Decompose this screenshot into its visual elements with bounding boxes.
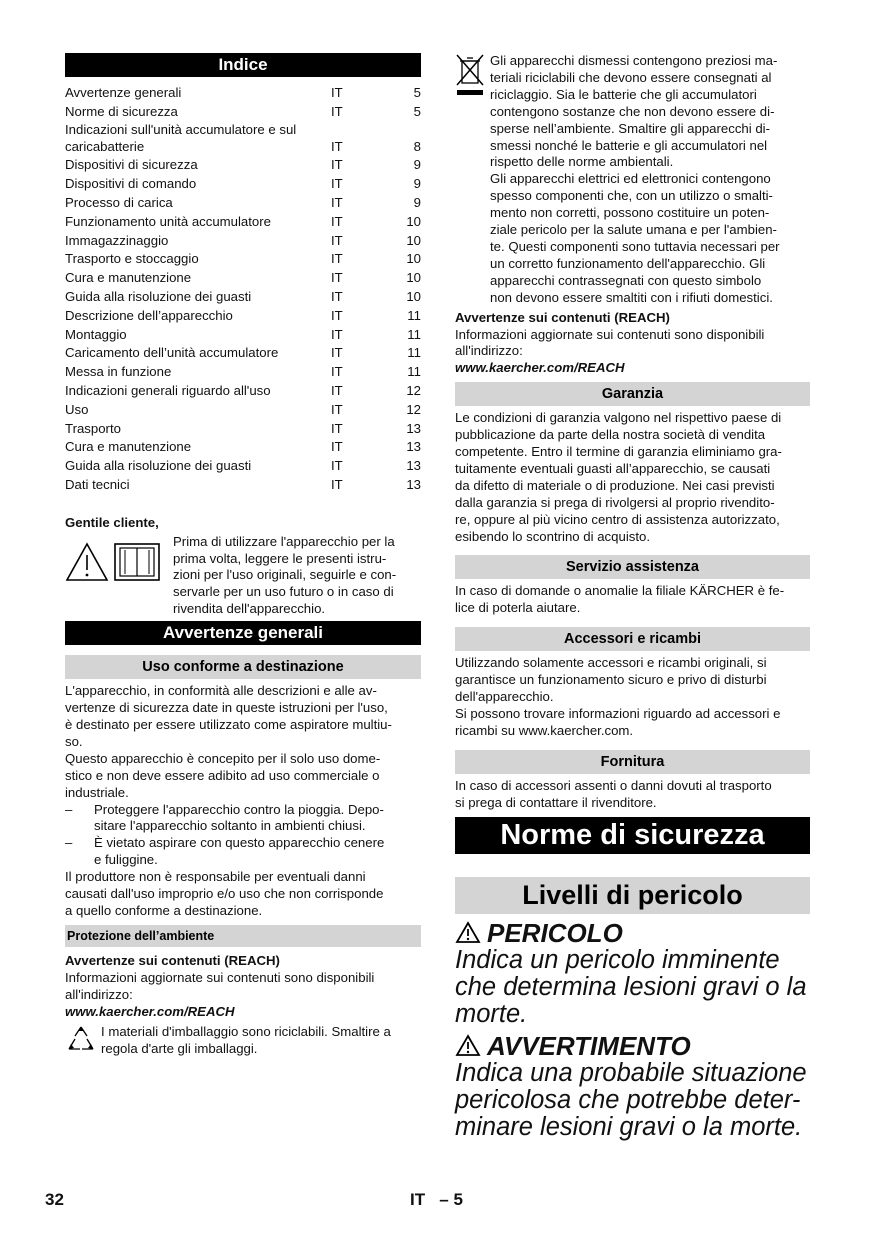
- warning-triangle-icon: [455, 1034, 481, 1058]
- toc-row: [65, 156, 421, 175]
- toc-lang: IT: [331, 326, 343, 342]
- toc-title: Uso: [65, 401, 89, 417]
- text-line: tuitamente eventuali guasti all’apparecchio, se causati: [455, 460, 771, 476]
- greeting-line: Prima di utilizzare l'apparecchio per la: [173, 533, 395, 549]
- toc-page: 9: [413, 194, 421, 210]
- toc-title: Trasporto: [65, 420, 121, 436]
- toc-lang: IT: [331, 270, 343, 286]
- text-line: dalla garanzia si prega di rivolgersi al proprio rivendito-: [455, 494, 775, 510]
- text-line: e fuliggine.: [94, 852, 158, 868]
- text-line: Gli apparecchi dismessi contengono preziosi ma-: [490, 53, 778, 68]
- manual-icons: [65, 534, 173, 619]
- toc-page: 9: [413, 176, 421, 192]
- text-line: industriale.: [65, 784, 129, 800]
- greeting-line: prima volta, leggere le presenti istru-: [173, 550, 387, 566]
- text-line: a quello conforme a destinazione.: [65, 902, 263, 918]
- supply-title: Fornitura: [455, 750, 810, 774]
- text-line: smessi nonché le batterie e gli accumulatori nel: [490, 137, 768, 153]
- reach-url: www.kaercher.com/REACH: [65, 1003, 235, 1019]
- toc-lang: IT: [331, 176, 343, 192]
- danger-warning-icon: [455, 921, 481, 945]
- toc-row: [65, 363, 421, 382]
- reach-title: Avvertenze sui contenuti (REACH): [455, 309, 670, 325]
- text-line: minare lesioni gravi o la morte.: [455, 1112, 803, 1141]
- service-text: [455, 583, 810, 617]
- toc-page: 10: [406, 251, 421, 267]
- toc-lang: IT: [331, 103, 343, 119]
- environment-title: Protezione dell’ambiente: [65, 925, 421, 947]
- text-line: Informazioni aggiornate sui contenuti sono disponibili: [65, 969, 375, 985]
- text-line: so.: [65, 733, 83, 749]
- toc-title: Montaggio: [65, 326, 127, 342]
- toc-lang: IT: [331, 85, 343, 100]
- text-line: causati dall'uso improprio e/o uso che non corrisponde: [65, 886, 384, 902]
- greeting-block: [65, 534, 421, 619]
- list-item: [65, 835, 421, 869]
- toc-lang: IT: [331, 382, 343, 398]
- toc-row: [65, 84, 421, 103]
- greeting-line: rivendita dell'apparecchio.: [173, 601, 326, 617]
- text-line: pericolosa che potrebbe deter-: [455, 1085, 801, 1114]
- text-line: Informazioni aggiornate sui contenuti sono disponibili: [455, 326, 765, 342]
- supply-text: [455, 778, 810, 812]
- text-line: Si possono trovare informazioni riguardo ad accessori e: [455, 706, 781, 721]
- toc-row: [65, 288, 421, 307]
- text-line: sitare l'apparecchio soltanto in ambienti chiusi.: [94, 818, 366, 834]
- toc-lang: IT: [331, 345, 343, 361]
- intended-use-p1: [65, 683, 421, 751]
- toc-row: [65, 420, 421, 439]
- toc-page: 10: [406, 232, 421, 248]
- text-line: Indica un pericolo imminente: [455, 945, 780, 974]
- crossed-bin-icon: [455, 53, 490, 307]
- toc-lang: IT: [331, 157, 343, 173]
- toc-row: [65, 382, 421, 401]
- toc-page: 13: [406, 458, 421, 474]
- intended-use-title: Uso conforme a destinazione: [65, 655, 421, 679]
- toc-row: [65, 138, 421, 157]
- warning-read-manual-icon: [65, 540, 165, 586]
- toc-lang: IT: [331, 138, 343, 154]
- intended-use-p3: [65, 869, 421, 920]
- danger-levels-title: Livelli di pericolo: [455, 877, 810, 914]
- text-line: un corretto funzionamento dell'apparecchio. Gli: [490, 255, 766, 271]
- toc-lang: [331, 122, 391, 138]
- left-column: [65, 53, 421, 1059]
- toc-title: Indicazioni generali riguardo all'uso: [65, 382, 271, 398]
- accessories-text: [455, 655, 810, 740]
- toc-row: [65, 122, 421, 138]
- text-line: da difetto di materiale o di produzione. Nei casi previsti: [455, 477, 775, 493]
- text-line: te. Questi componenti sono tuttavia necessari per: [490, 238, 780, 254]
- toc-page: 10: [406, 213, 421, 229]
- text-line: morte.: [455, 999, 528, 1028]
- toc-row: [65, 438, 421, 457]
- toc-page: 12: [406, 382, 421, 398]
- text-line: Il produttore non è responsabile per eventuali danni: [65, 869, 366, 885]
- text-line: regola d'arte gli imballaggi.: [101, 1041, 258, 1057]
- toc-row: [65, 476, 421, 495]
- toc-lang: IT: [331, 476, 343, 492]
- toc-title: Funzionamento unità accumulatore: [65, 213, 271, 229]
- greeting-title: Gentile cliente,: [65, 514, 159, 530]
- accessories-title: Accessori e ricambi: [455, 627, 810, 651]
- disposal-text: [490, 53, 780, 307]
- text-line: In caso di accessori assenti o danni dovuti al trasporto: [455, 777, 772, 793]
- text-line: Questo apparecchio è concepito per il solo uso dome-: [65, 750, 381, 766]
- right-column: [455, 53, 810, 1141]
- toc-page: 11: [407, 345, 421, 361]
- intended-use-p2: [65, 751, 421, 802]
- toc-row: [65, 175, 421, 194]
- toc-lang: IT: [331, 420, 343, 436]
- toc-title: Processo di carica: [65, 194, 173, 210]
- disposal-block: [455, 53, 810, 307]
- toc-title: Cura e manutenzione: [65, 270, 192, 286]
- toc-page: 13: [406, 420, 421, 436]
- toc-title: Immagazzinaggio: [65, 232, 169, 248]
- toc-page: 13: [406, 476, 421, 492]
- toc-title: Trasporto e stoccaggio: [65, 251, 199, 267]
- text-line: pubblicazione da parte della nostra società di vendita: [455, 427, 766, 443]
- toc-lang: IT: [331, 401, 343, 417]
- general-warnings-title: Avvertenze generali: [65, 621, 421, 645]
- text-line: Proteggere l'apparecchio contro la pioggia. Depo-: [94, 801, 384, 817]
- toc-row: [65, 194, 421, 213]
- danger-label: PERICOLO: [487, 917, 623, 948]
- text-line: Gli apparecchi elettrici ed elettronici contengono: [490, 171, 771, 187]
- text-line: Utilizzando solamente accessori e ricambi originali, si: [455, 655, 767, 671]
- text-line: I materiali d'imballaggio sono riciclabili. Smaltire a: [101, 1024, 391, 1040]
- text-line: riciclaggio. Sia le batterie che gli accumulatori: [490, 86, 757, 102]
- toc-lang: IT: [331, 364, 343, 380]
- text-line: Le condizioni di garanzia valgono nel rispettivo paese di: [455, 410, 782, 426]
- toc-lang: IT: [331, 307, 343, 323]
- toc-title: Cura e manutenzione: [65, 439, 192, 455]
- toc-title: Indicazioni sull'unità accumulatore e sul: [65, 121, 297, 137]
- text-line: contengono sostanze che non devono essere di-: [490, 103, 775, 119]
- packaging-note: [65, 1024, 421, 1059]
- text-line: sperse nell’ambiente. Smaltire gli apparecchi di-: [490, 120, 771, 136]
- toc-page: 11: [407, 307, 421, 323]
- toc-title: Descrizione dell’apparecchio: [65, 307, 233, 323]
- greeting-text: [173, 534, 396, 619]
- text-line: apparecchi contrassegnati con questo simbolo: [490, 272, 762, 288]
- text-line: Indica una probabile situazione: [455, 1058, 807, 1087]
- reach-url: www.kaercher.com/REACH: [455, 360, 625, 376]
- text-line: ziale pericolo per la salute umana e per l'ambien-: [490, 222, 777, 238]
- toc-page: 5: [413, 85, 421, 100]
- toc-lang: IT: [331, 251, 343, 267]
- toc-page: 9: [413, 157, 421, 173]
- greeting-line: zioni per l'uso originali, seguirle e con-: [173, 567, 397, 583]
- toc-row: [65, 213, 421, 232]
- text-line: mento non corretti, possono costituire un poten-: [490, 205, 770, 221]
- text-line: re, oppure al più vicino centro di assistenza autorizzato,: [455, 511, 780, 527]
- toc-row: [65, 269, 421, 288]
- list-item: [65, 802, 421, 836]
- toc-lang: IT: [331, 439, 343, 455]
- text-line: In caso di domande o anomalie la filiale KÄRCHER è fe-: [455, 583, 785, 599]
- index-title: Indice: [65, 53, 421, 77]
- warning-description: [455, 1060, 810, 1141]
- danger-heading: [455, 919, 810, 947]
- toc-lang: IT: [331, 194, 343, 210]
- danger-description: [455, 947, 810, 1028]
- toc-row: [65, 103, 421, 122]
- toc-title: Norme di sicurezza: [65, 103, 178, 119]
- safety-title: Norme di sicurezza: [455, 817, 810, 854]
- toc-title: Guida alla risoluzione dei guasti: [65, 458, 252, 474]
- text-line: si prega di contattare il rivenditore.: [455, 794, 657, 810]
- text-line: ricambi su www.kaercher.com.: [455, 722, 634, 738]
- text-line: vertenze di sicurezza date in queste istruzioni per l'uso,: [65, 700, 388, 716]
- table-of-contents: [65, 84, 421, 495]
- text-line: teriali riciclabili che devono essere consegnati al: [490, 69, 772, 85]
- toc-title: Dati tecnici: [65, 476, 130, 492]
- text-line: competente. Entro il termine di garanzia eliminiamo gra-: [455, 444, 782, 460]
- warranty-text: [455, 410, 810, 545]
- toc-page: 11: [407, 364, 421, 380]
- toc-page: 8: [413, 138, 421, 154]
- toc-page: 11: [407, 326, 421, 342]
- toc-lang: IT: [331, 213, 343, 229]
- warranty-title: Garanzia: [455, 382, 810, 406]
- list-dash: –: [65, 801, 73, 817]
- toc-page: 13: [406, 439, 421, 455]
- text-line: lice di poterla aiutare.: [455, 600, 581, 616]
- toc-title: Avvertenze generali: [65, 85, 182, 100]
- toc-lang: IT: [331, 288, 343, 304]
- toc-page: [391, 122, 421, 138]
- toc-title: Caricamento dell’unità accumulatore: [65, 345, 279, 361]
- toc-title: Messa in funzione: [65, 364, 172, 380]
- reach-title: Avvertenze sui contenuti (REACH): [65, 952, 280, 968]
- toc-row: [65, 307, 421, 326]
- text-line: È vietato aspirare con questo apparecchio cenere: [94, 835, 385, 851]
- toc-title: caricabatterie: [65, 138, 145, 154]
- text-line: rispetto delle norme ambientali.: [490, 154, 674, 170]
- toc-lang: IT: [331, 458, 343, 474]
- toc-title: Guida alla risoluzione dei guasti: [65, 288, 252, 304]
- text-line: non devono essere smaltiti con i rifiuti domestici.: [490, 289, 773, 305]
- text-line: che determina lesioni gravi o la: [455, 972, 807, 1001]
- text-line: all'indirizzo:: [65, 986, 133, 1002]
- text-line: stico e non deve essere adibito ad uso commerciale o: [65, 767, 380, 783]
- toc-row: [65, 457, 421, 476]
- toc-page: 10: [406, 270, 421, 286]
- toc-row: [65, 250, 421, 269]
- text-line: dell'apparecchio.: [455, 689, 554, 705]
- toc-page: 12: [406, 401, 421, 417]
- toc-page: 5: [413, 103, 421, 119]
- greeting-line: servarle per un uso futuro o in caso di: [173, 584, 394, 600]
- toc-page: 10: [406, 288, 421, 304]
- text-line: L'apparecchio, in conformità alle descrizioni e alle av-: [65, 683, 377, 699]
- text-line: esibendo lo scontrino di acquisto.: [455, 528, 651, 544]
- toc-title: Dispositivi di comando: [65, 176, 197, 192]
- toc-row: [65, 232, 421, 251]
- list-dash: –: [65, 835, 73, 851]
- warning-heading: [455, 1032, 810, 1060]
- toc-lang: IT: [331, 232, 343, 248]
- text-line: all'indirizzo:: [455, 343, 523, 359]
- section-page-ref: IT – 5: [410, 1190, 463, 1209]
- toc-row: [65, 401, 421, 420]
- text-line: è destinato per essere utilizzato come aspiratore multiu-: [65, 716, 392, 732]
- toc-row: [65, 326, 421, 345]
- page-number: 32: [45, 1190, 64, 1209]
- text-line: spesso componenti che, con un utilizzo o smalti-: [490, 188, 773, 204]
- recycle-icon: [65, 1024, 101, 1059]
- toc-row: [65, 344, 421, 363]
- toc-title: Dispositivi di sicurezza: [65, 157, 198, 173]
- service-title: Servizio assistenza: [455, 555, 810, 579]
- text-line: garantisce un funzionamento sicuro e privo di disturbi: [455, 672, 767, 688]
- warning-label: AVVERTIMENTO: [487, 1030, 691, 1061]
